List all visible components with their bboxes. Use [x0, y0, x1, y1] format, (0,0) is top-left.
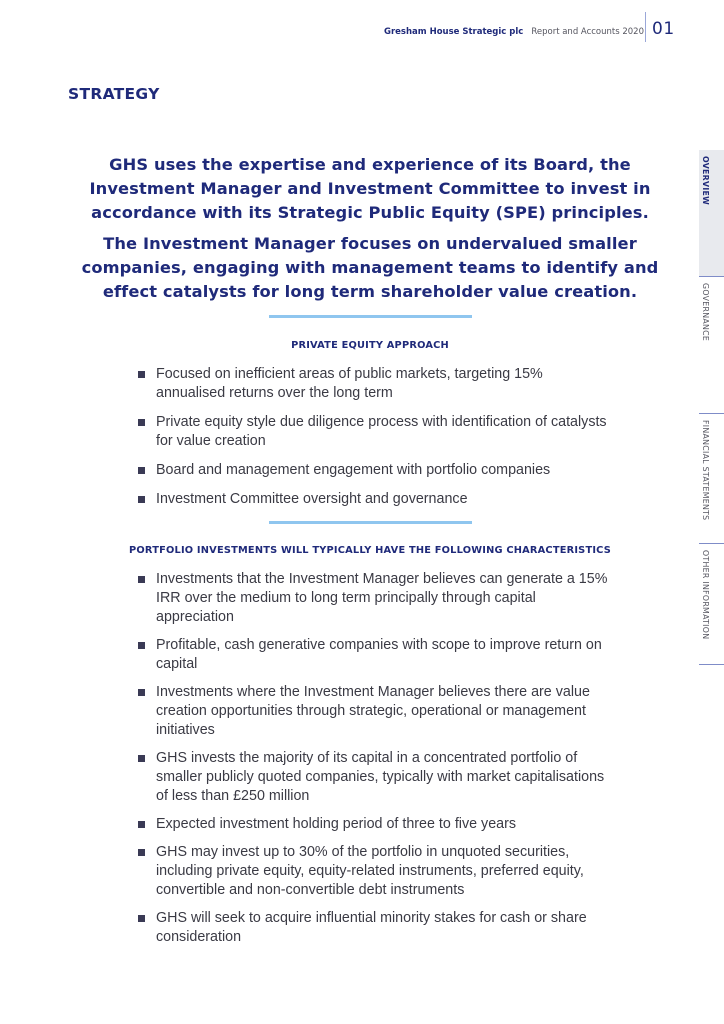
- list-item-text: Private equity style due diligence process with identification of catalysts for value creation: [156, 414, 607, 449]
- bullet-square-icon: [138, 576, 145, 583]
- list-item-text: GHS may invest up to 30% of the portfolio in unquoted securities, including private equity, equity-related instruments, preferred equity, convertible and non-convertible debt instruments: [156, 844, 584, 898]
- list-item: [138, 815, 608, 834]
- bullet-square-icon: [138, 371, 145, 378]
- list-item-text: GHS will seek to acquire influential minority stakes for cash or share consideration: [156, 910, 587, 945]
- bullet-square-icon: [138, 467, 145, 474]
- list-item: [138, 570, 608, 627]
- sidebar-tab-label: OVERVIEW: [701, 156, 710, 206]
- list-item: [138, 749, 608, 806]
- list-item-text: Investment Committee oversight and governance: [156, 491, 468, 507]
- list-item-text: Board and management engagement with portfolio companies: [156, 462, 551, 478]
- sidebar-tab-overview[interactable]: [699, 150, 724, 277]
- list-item-text: Expected investment holding period of three to five years: [156, 816, 517, 832]
- list-item: [138, 461, 608, 480]
- list-item-text: GHS invests the majority of its capital in a concentrated portfolio of smaller publicly quoted companies, typically with market capitalisations of less than £250 million: [156, 750, 605, 804]
- bullet-square-icon: [138, 419, 145, 426]
- company-name: Gresham House Strategic plc: [383, 27, 524, 37]
- bullet-square-icon: [138, 642, 145, 649]
- tab-divider-line: [699, 664, 724, 666]
- divider-rule: [269, 521, 472, 524]
- header-divider: [645, 12, 646, 42]
- sidebar-tab-label: GOVERNANCE: [701, 283, 710, 342]
- list-item: [138, 490, 608, 509]
- bullet-square-icon: [138, 496, 145, 503]
- list-item: [138, 365, 608, 403]
- list-item: [138, 843, 608, 900]
- list-item: [138, 636, 608, 674]
- intro-paragraph-2: The Investment Manager focuses on undervalued smaller companies, engaging with management teams to identify and effect catalysts for long term shareholder value creation.: [81, 234, 659, 301]
- list-item-text: Investments that the Investment Manager believes can generate a 15% IRR over the medium to long term principally through capital appreciation: [156, 571, 608, 625]
- page-number: 01: [652, 19, 675, 39]
- intro-paragraph-1: GHS uses the expertise and experience of its Board, the Investment Manager and Investment Committee to invest in accordance with its Strategic Public Equity (SPE) principles.: [89, 155, 651, 222]
- bullet-square-icon: [138, 821, 145, 828]
- bullet-square-icon: [138, 689, 145, 696]
- sidebar-tab-label: FINANCIAL STATEMENTS: [701, 420, 710, 521]
- private-equity-list: [138, 365, 608, 519]
- list-item-text: Investments where the Investment Manager believes there are value creation opportunities through strategic, operational or management initiatives: [156, 684, 590, 738]
- bullet-square-icon: [138, 755, 145, 762]
- portfolio-characteristics-list: [138, 570, 608, 956]
- section-sidebar: [699, 150, 724, 665]
- sidebar-tab-other-information[interactable]: [699, 544, 724, 665]
- private-equity-heading: PRIVATE EQUITY APPROACH: [291, 340, 449, 351]
- sidebar-tab-financial-statements[interactable]: [699, 414, 724, 544]
- list-item-text: Focused on inefficient areas of public markets, targeting 15% annualised returns over the long term: [156, 366, 543, 401]
- sidebar-tab-label: OTHER INFORMATION: [701, 550, 710, 640]
- bullet-square-icon: [138, 915, 145, 922]
- list-item-text: Profitable, cash generative companies with scope to improve return on capital: [156, 637, 602, 672]
- portfolio-heading: PORTFOLIO INVESTMENTS WILL TYPICALLY HAVE THE FOLLOWING CHARACTERISTICS: [128, 545, 611, 556]
- bullet-square-icon: [138, 849, 145, 856]
- report-title: Report and Accounts 2020: [531, 27, 644, 37]
- list-item: [138, 909, 608, 947]
- sidebar-tab-governance[interactable]: [699, 277, 724, 414]
- list-item: [138, 683, 608, 740]
- header-text: [384, 22, 644, 42]
- page-title: STRATEGY: [68, 85, 160, 103]
- list-item: [138, 413, 608, 451]
- divider-rule: [269, 315, 472, 318]
